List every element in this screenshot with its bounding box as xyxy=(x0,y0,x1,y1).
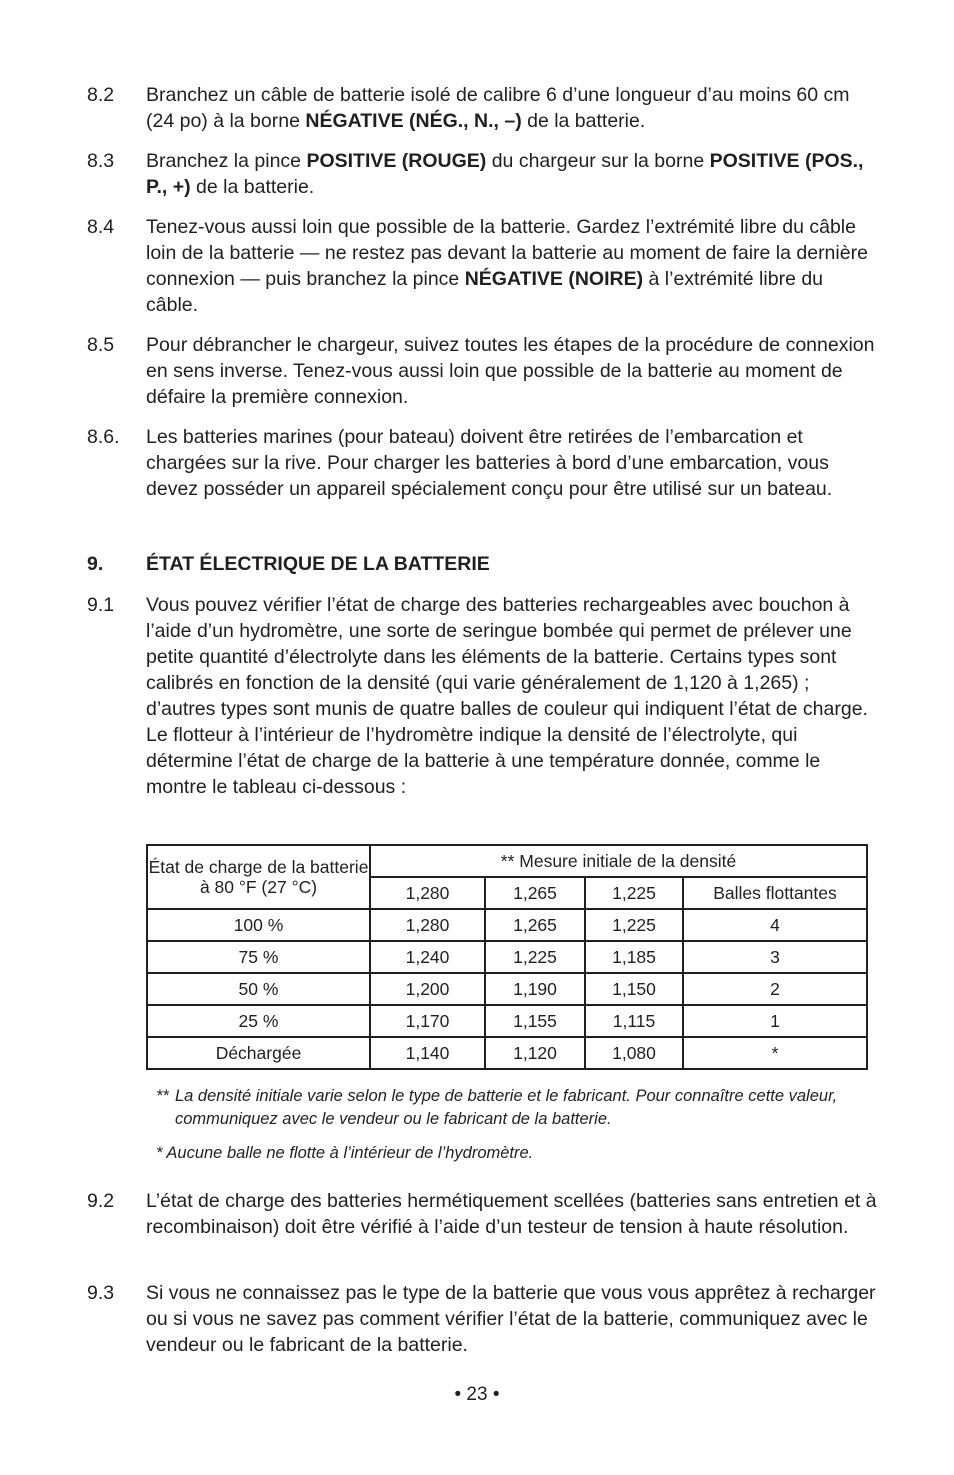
table-cell: 100 % xyxy=(147,909,370,941)
column-header: 1,280 xyxy=(370,877,485,909)
table-cell: 1,115 xyxy=(585,1005,683,1037)
section-number: 9. xyxy=(87,553,104,575)
instruction-8-2 xyxy=(87,82,877,134)
item-text: Vous pouvez vérifier l’état de charge des batteries rechargeables avec bouchon à l’aide d’un hydromètre, une sorte de seringue bombée qui permet de prélever une petite quantité d’électrolyte dans les éléments de la batterie. Certains types sont calibrés en fonction de la densité (qui varie généralement de 1,120 à 1,265) ; d’autres types sont munis de quatre balles de couleur qui indiquent l’état de charge. Le flotteur à l’intérieur de l’hydromètre indique la densité de l’électrolyte, qui détermine l’état de charge de la batterie à une température donnée, comme le montre le tableau ci-dessous : xyxy=(146,594,868,798)
table-cell: 1,150 xyxy=(585,973,683,1005)
table-cell: 1,280 xyxy=(370,909,485,941)
item-text: Pour débrancher le chargeur, suivez toutes les étapes de la procédure de connexion en sens inverse. Tenez-vous aussi loin que possible de la batterie au moment de défaire la première connexion. xyxy=(146,334,875,408)
table-cell: 1,080 xyxy=(585,1037,683,1069)
item-number: 8.4 xyxy=(87,216,115,238)
instruction-9-2 xyxy=(87,1188,877,1240)
section-title: ÉTAT ÉLECTRIQUE DE LA BATTERIE xyxy=(146,553,490,575)
table-cell: Déchargée xyxy=(147,1037,370,1069)
column-header: 1,225 xyxy=(585,877,683,909)
state-column-header: État de charge de la batterie à 80 °F (27 °C) xyxy=(147,845,370,909)
item-number: 9.3 xyxy=(87,1282,115,1304)
instruction-9-1 xyxy=(87,592,877,800)
table-cell: 1,240 xyxy=(370,941,485,973)
table-cell: 1,225 xyxy=(485,941,585,973)
footnote-marker: ** xyxy=(156,1087,169,1105)
table-row xyxy=(147,909,867,941)
table-cell: 1,140 xyxy=(370,1037,485,1069)
table-cell: 2 xyxy=(683,973,867,1005)
table-cell: * xyxy=(683,1037,867,1069)
table-cell: 1,155 xyxy=(485,1005,585,1037)
table-row xyxy=(147,1005,867,1037)
instruction-8-6 xyxy=(87,424,877,502)
item-number: 8.6. xyxy=(87,426,120,448)
section-heading xyxy=(87,551,490,577)
table-cell: 1,190 xyxy=(485,973,585,1005)
item-number: 9.2 xyxy=(87,1190,115,1212)
instruction-8-4 xyxy=(87,214,877,318)
footnote-density xyxy=(156,1085,876,1131)
table-cell: 1,185 xyxy=(585,941,683,973)
column-header: 1,265 xyxy=(485,877,585,909)
item-text: Les batteries marines (pour bateau) doivent être retirées de l’embarcation et chargées sur la rive. Pour charger les batteries à bord d’une embarcation, vous devez posséder un appareil spécialement conçu pour être utilisé sur un bateau. xyxy=(146,426,833,500)
table-cell: 25 % xyxy=(147,1005,370,1037)
table-cell: 50 % xyxy=(147,973,370,1005)
table-row xyxy=(147,1037,867,1069)
item-text: L’état de charge des batteries hermétiquement scellées (batteries sans entretien et à recombinaison) doit être vérifié à l’aide d’un testeur de tension à haute résolution. xyxy=(146,1190,877,1238)
table-cell: 1,200 xyxy=(370,973,485,1005)
item-text: Branchez la pince POSITIVE (ROUGE) du chargeur sur la borne POSITIVE (POS., P., +) de la batterie. xyxy=(146,150,864,198)
item-number: 8.3 xyxy=(87,150,115,172)
item-number: 8.2 xyxy=(87,84,115,106)
table-cell: 1 xyxy=(683,1005,867,1037)
footnote-balls xyxy=(156,1142,876,1165)
item-number: 8.5 xyxy=(87,334,115,356)
item-text: Branchez un câble de batterie isolé de calibre 6 d’une longueur d’au moins 60 cm (24 po) à la borne NÉGATIVE (NÉG., N., –) de la batterie. xyxy=(146,84,850,132)
table-cell: 1,265 xyxy=(485,909,585,941)
table-cell: 1,120 xyxy=(485,1037,585,1069)
density-table xyxy=(146,844,868,1070)
density-group-header: ** Mesure initiale de la densité xyxy=(370,845,867,877)
instruction-8-3 xyxy=(87,148,877,200)
table-cell: 3 xyxy=(683,941,867,973)
table-cell: 1,170 xyxy=(370,1005,485,1037)
table-row xyxy=(147,973,867,1005)
page-number: • 23 • xyxy=(454,1384,500,1405)
table-row xyxy=(147,941,867,973)
item-text: Tenez-vous aussi loin que possible de la batterie. Gardez l’extrémité libre du câble loin de la batterie — ne restez pas devant la batterie au moment de faire la dernière connexion — puis branchez la pince NÉGATIVE (NOIRE) à l’extrémité libre du câble. xyxy=(146,216,868,316)
instruction-8-5 xyxy=(87,332,877,410)
table-cell: 75 % xyxy=(147,941,370,973)
table-header-row xyxy=(147,845,867,877)
footnote-text: * Aucune balle ne flotte à l’intérieur de l’hydromètre. xyxy=(156,1144,534,1162)
column-header: Balles flottantes xyxy=(683,877,867,909)
item-text: Si vous ne connaissez pas le type de la batterie que vous vous apprêtez à recharger ou si vous ne savez pas comment vérifier l’état de la batterie, communiquez avec le vendeur ou le fabricant de la batterie. xyxy=(146,1282,876,1356)
instruction-9-3 xyxy=(87,1280,877,1358)
item-number: 9.1 xyxy=(87,594,115,616)
table-cell: 1,225 xyxy=(585,909,683,941)
footnote-text: La densité initiale varie selon le type de batterie et le fabricant. Pour connaître cette valeur, communiquez avec le vendeur ou le fabricant de la batterie. xyxy=(175,1087,838,1128)
table-cell: 4 xyxy=(683,909,867,941)
